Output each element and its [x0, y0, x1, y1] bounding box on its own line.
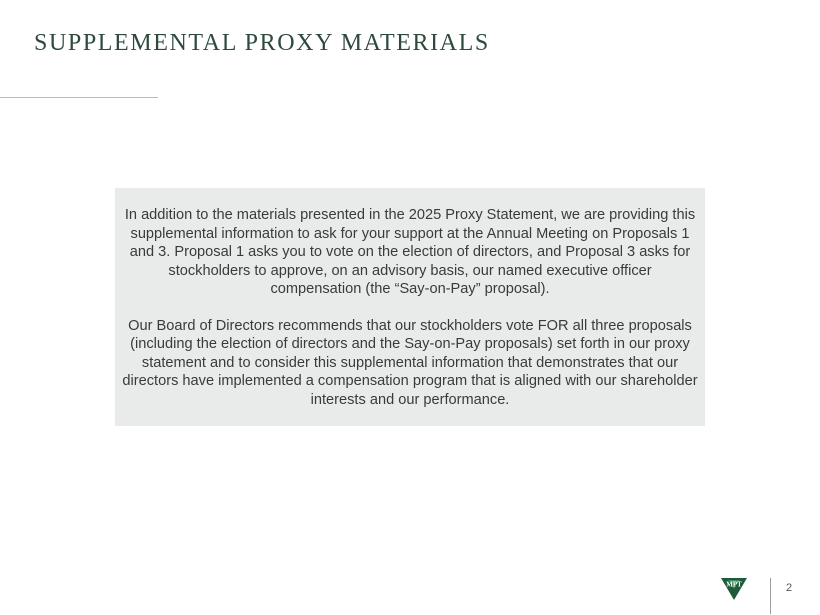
- recommendation-paragraph: Our Board of Directors recommends that our stockholders vote FOR all three proposals (including the election of directors and the Say-on-Pay proposals) set forth in our proxy statement and to consider this supplemental information that demonstrates that our directors have implemented a compensation program that is aligned with our shareholder interests and our performance.: [122, 317, 698, 408]
- footer-divider: [770, 578, 771, 614]
- title-underline-divider: [0, 97, 158, 98]
- slide-title: SUPPLEMENTAL PROXY MATERIALS: [34, 30, 490, 56]
- logo-text: MPT: [726, 580, 742, 589]
- summary-box: [115, 188, 705, 426]
- page-number: 2: [786, 582, 793, 594]
- intro-paragraph: In addition to the materials presented in the 2025 Proxy Statement, we are providing this supplemental information to ask for your support at the Annual Meeting on Proposals 1 and 3. Proposal 1 asks you to vote on the election of directors, and Proposal 3 asks for stockholders to approve, on an advisory basis, our named executive officer compensation (the “Say-on-Pay” proposal).: [124, 207, 696, 297]
- company-logo-icon: [720, 577, 748, 601]
